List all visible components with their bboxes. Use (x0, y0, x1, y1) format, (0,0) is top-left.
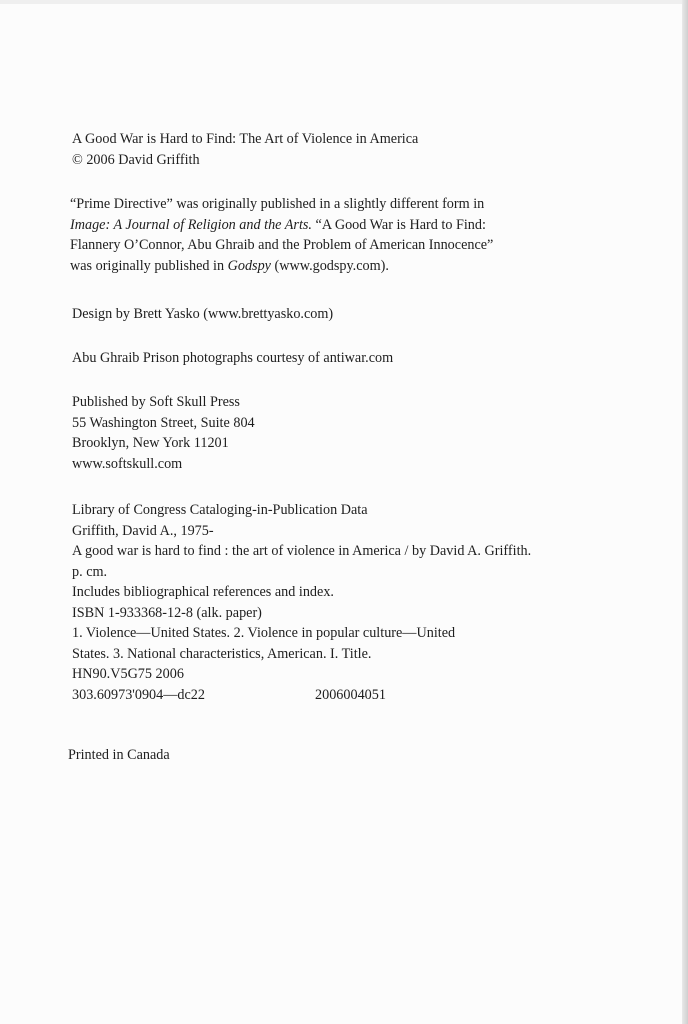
cip-data-block (72, 500, 531, 705)
cip-pages: p. cm. (72, 563, 108, 580)
design-credit: Design by Brett Yasko (www.brettyasko.com) (72, 306, 334, 322)
cip-lccn: 2006004051 (315, 686, 386, 703)
publication-note-line-2 (70, 215, 493, 236)
publication-note (70, 194, 493, 276)
cip-dewey-line (72, 685, 531, 706)
publication-note-line-1: “Prime Directive” was originally published in a slightly different form in (70, 196, 485, 212)
publisher-name: Published by Soft Skull Press (72, 394, 240, 410)
cip-title-line: A good war is hard to find : the art of violence in America / by David A. Griffith. (72, 543, 532, 559)
publication-note-line-4 (70, 256, 493, 277)
photo-credit: Abu Ghraib Prison photographs courtesy of antiwar.com (72, 350, 394, 366)
printed-in: Printed in Canada (68, 747, 170, 763)
publisher-block (72, 392, 255, 474)
cip-heading: Library of Congress Cataloging-in-Publication Data (72, 502, 368, 518)
book-title: A Good War is Hard to Find: The Art of Violence in America (72, 131, 419, 147)
cip-subjects-line-2: States. 3. National characteristics, American. I. Title. (72, 645, 372, 662)
publication-note-line-4-pre: was originally published in (70, 257, 228, 274)
cip-author: Griffith, David A., 1975- (72, 522, 214, 539)
cip-dewey: 303.60973'0904—dc22 (72, 686, 205, 703)
copyright-line: © 2006 David Griffith (72, 151, 200, 168)
page-right-edge (682, 0, 688, 1024)
title-block (72, 129, 418, 170)
publisher-website: www.softskull.com (72, 455, 183, 472)
journal-title: Image: A Journal of Religion and the Arts. (70, 216, 312, 233)
page-top-edge (0, 0, 688, 4)
godspy-title: Godspy (227, 257, 271, 274)
photo-credit-block (72, 348, 393, 369)
publication-note-line-2-rest: “A Good War is Hard to Find: (311, 216, 486, 233)
design-credit-block (72, 304, 333, 325)
cip-lc-class: HN90.V5G75 2006 (72, 666, 184, 682)
cip-subjects-line-1: 1. Violence—United States. 2. Violence in popular culture—United (72, 625, 456, 641)
publication-note-line-3: Flannery O’Connor, Abu Ghraib and the Problem of American Innocence” (70, 237, 494, 253)
cip-isbn: ISBN 1-933368-12-8 (alk. paper) (72, 604, 262, 621)
publisher-street: 55 Washington Street, Suite 804 (72, 414, 255, 431)
printed-in-block (68, 745, 170, 766)
publisher-city: Brooklyn, New York 11201 (72, 435, 229, 451)
publication-note-line-4-post: (www.godspy.com). (270, 257, 389, 274)
cip-notes: Includes bibliographical references and index. (72, 584, 334, 600)
